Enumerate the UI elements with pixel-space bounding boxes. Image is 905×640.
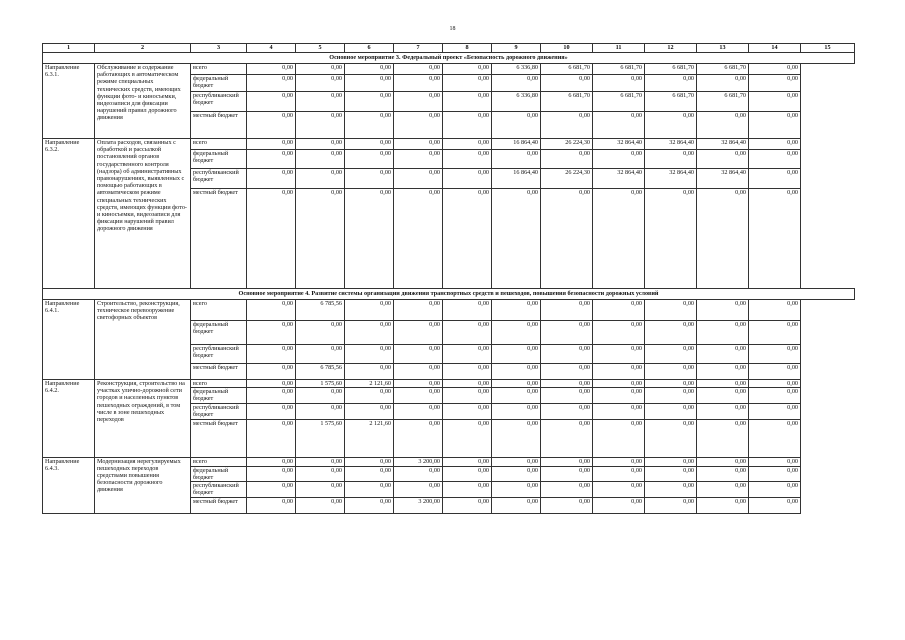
amount-cell: 0,00 [593,466,645,481]
amount-cell: 0,00 [492,364,541,380]
column-number: 6 [345,44,394,53]
amount-cell: 3 200,00 [394,498,443,514]
table-body [43,44,855,514]
amount-cell: 0,00 [345,345,394,364]
amount-cell: 0,00 [247,321,296,345]
amount-cell: 0,00 [443,419,492,457]
column-number: 12 [645,44,697,53]
amount-cell: 0,00 [541,112,593,139]
funding-source: федеральный бюджет [191,321,247,345]
amount-cell: 0,00 [247,64,296,75]
amount-cell: 0,00 [749,189,801,289]
amount-cell: 0,00 [492,388,541,403]
amount-cell: 0,00 [247,498,296,514]
direction-name: Модернизация нерегулируемых пешеходных переходов средствами повышения безопасности дорожного движения [95,457,191,513]
column-number: 13 [697,44,749,53]
amount-cell: 0,00 [697,300,749,321]
amount-cell: 0,00 [247,482,296,498]
amount-cell: 0,00 [645,321,697,345]
amount-cell: 0,00 [593,189,645,289]
amount-cell: 0,00 [394,189,443,289]
amount-cell: 0,00 [296,388,345,403]
amount-cell: 2 121,60 [345,380,394,388]
amount-cell: 0,00 [645,380,697,388]
amount-cell: 0,00 [645,388,697,403]
amount-cell: 6 785,56 [296,300,345,321]
amount-cell: 0,00 [443,388,492,403]
amount-cell: 0,00 [345,92,394,112]
amount-cell: 0,00 [749,380,801,388]
direction-name: Обслуживание и содержание работающих в автоматическом режиме специальных технических средств, имеющих функции фото- и киносъемки, видеозаписи для фиксации нарушений правил дорожного движения [95,64,191,139]
amount-cell: 0,00 [394,112,443,139]
amount-cell: 0,00 [394,139,443,150]
amount-cell: 16 864,40 [492,139,541,150]
amount-cell: 0,00 [749,75,801,92]
column-number-header [43,44,855,53]
amount-cell: 0,00 [593,403,645,419]
amount-cell: 0,00 [749,169,801,189]
amount-cell: 0,00 [296,457,345,466]
amount-cell: 0,00 [593,364,645,380]
amount-cell: 0,00 [749,150,801,169]
amount-cell: 0,00 [593,75,645,92]
amount-cell: 6 681,70 [541,92,593,112]
amount-cell: 0,00 [541,419,593,457]
amount-cell: 0,00 [541,388,593,403]
direction-name: Оплата расходов, связанных с обработкой и рассылкой постановлений органов государственного контроля (надзора) об административных правонарушениях, выявленных с помощью работающих в автоматическом режиме специальных технических средств, имеющих функции фото- и киносъемки, видеозаписи для фиксации нарушений правил дорожного движения [95,139,191,289]
amount-cell: 0,00 [247,169,296,189]
table-row [43,64,855,75]
amount-cell: 0,00 [296,466,345,481]
amount-cell: 0,00 [394,64,443,75]
amount-cell: 0,00 [697,345,749,364]
amount-cell: 0,00 [749,300,801,321]
amount-cell: 6 681,70 [645,64,697,75]
section-title: Основное мероприятие 3. Федеральный проект «Безопасность дорожного движения» [43,53,855,64]
amount-cell: 0,00 [593,482,645,498]
column-number: 11 [593,44,645,53]
amount-cell: 0,00 [541,380,593,388]
amount-cell: 32 864,40 [645,169,697,189]
table-row [43,457,855,466]
table-row [43,139,855,150]
amount-cell: 0,00 [645,75,697,92]
amount-cell: 0,00 [541,75,593,92]
amount-cell: 0,00 [541,321,593,345]
amount-cell: 0,00 [492,345,541,364]
amount-cell: 0,00 [247,388,296,403]
amount-cell: 32 864,40 [645,139,697,150]
amount-cell: 0,00 [247,75,296,92]
amount-cell: 0,00 [645,300,697,321]
amount-cell: 0,00 [645,189,697,289]
amount-cell: 0,00 [247,419,296,457]
amount-cell: 0,00 [697,321,749,345]
funding-source: местный бюджет [191,419,247,457]
amount-cell: 0,00 [645,498,697,514]
amount-cell: 0,00 [443,380,492,388]
amount-cell: 0,00 [296,345,345,364]
amount-cell: 0,00 [541,466,593,481]
amount-cell: 0,00 [443,466,492,481]
amount-cell: 0,00 [394,388,443,403]
amount-cell: 0,00 [345,388,394,403]
amount-cell: 0,00 [296,112,345,139]
amount-cell: 0,00 [749,466,801,481]
amount-cell: 0,00 [541,482,593,498]
direction-code: Направление 6.4.2. [43,380,95,458]
amount-cell: 0,00 [394,300,443,321]
amount-cell: 0,00 [345,139,394,150]
funding-source: республиканский бюджет [191,345,247,364]
amount-cell: 0,00 [394,345,443,364]
amount-cell: 0,00 [492,403,541,419]
funding-source: местный бюджет [191,498,247,514]
amount-cell: 0,00 [345,112,394,139]
amount-cell: 0,00 [296,189,345,289]
amount-cell: 0,00 [443,364,492,380]
funding-source: федеральный бюджет [191,388,247,403]
amount-cell: 6 336,80 [492,64,541,75]
amount-cell: 0,00 [645,345,697,364]
table-row [43,380,855,388]
amount-cell: 0,00 [247,139,296,150]
amount-cell: 0,00 [593,380,645,388]
funding-source: федеральный бюджет [191,75,247,92]
amount-cell: 0,00 [394,403,443,419]
amount-cell: 0,00 [541,457,593,466]
funding-source: республиканский бюджет [191,92,247,112]
amount-cell: 0,00 [345,169,394,189]
amount-cell: 0,00 [443,498,492,514]
amount-cell: 0,00 [443,112,492,139]
amount-cell: 0,00 [749,139,801,150]
amount-cell: 0,00 [345,321,394,345]
direction-code: Направление 6.4.1. [43,300,95,380]
amount-cell: 0,00 [443,75,492,92]
amount-cell: 6 681,70 [541,64,593,75]
amount-cell: 0,00 [749,321,801,345]
amount-cell: 0,00 [394,169,443,189]
amount-cell: 6 785,56 [296,364,345,380]
column-number: 14 [749,44,801,53]
amount-cell: 0,00 [697,466,749,481]
amount-cell: 32 864,40 [697,169,749,189]
amount-cell: 0,00 [593,345,645,364]
column-number: 8 [443,44,492,53]
amount-cell: 0,00 [247,345,296,364]
amount-cell: 0,00 [296,321,345,345]
amount-cell: 16 864,40 [492,169,541,189]
funding-source: местный бюджет [191,189,247,289]
column-number: 2 [95,44,191,53]
amount-cell: 0,00 [345,75,394,92]
amount-cell: 0,00 [394,92,443,112]
amount-cell: 0,00 [593,112,645,139]
amount-cell: 0,00 [443,403,492,419]
funding-source: федеральный бюджет [191,150,247,169]
amount-cell: 0,00 [345,189,394,289]
amount-cell: 0,00 [296,498,345,514]
amount-cell: 26 224,30 [541,139,593,150]
amount-cell: 1 575,60 [296,380,345,388]
amount-cell: 0,00 [443,482,492,498]
direction-name: Строительство, реконструкция, техническое перевооружение светофорных объектов [95,300,191,380]
amount-cell: 0,00 [645,466,697,481]
amount-cell: 0,00 [593,457,645,466]
amount-cell: 0,00 [697,457,749,466]
funding-source: местный бюджет [191,112,247,139]
amount-cell: 0,00 [296,482,345,498]
amount-cell: 0,00 [443,64,492,75]
amount-cell: 0,00 [645,364,697,380]
amount-cell: 0,00 [697,482,749,498]
amount-cell: 6 681,70 [593,92,645,112]
amount-cell: 32 864,40 [697,139,749,150]
amount-cell: 0,00 [345,482,394,498]
amount-cell: 0,00 [296,92,345,112]
funding-source: республиканский бюджет [191,403,247,419]
amount-cell: 0,00 [394,482,443,498]
amount-cell: 0,00 [394,75,443,92]
budget-table [42,43,855,514]
amount-cell: 0,00 [247,457,296,466]
amount-cell: 0,00 [645,112,697,139]
amount-cell: 0,00 [443,92,492,112]
amount-cell: 0,00 [443,169,492,189]
funding-source: республиканский бюджет [191,482,247,498]
amount-cell: 0,00 [296,403,345,419]
amount-cell: 0,00 [394,364,443,380]
amount-cell: 0,00 [697,364,749,380]
amount-cell: 0,00 [296,169,345,189]
amount-cell: 0,00 [247,92,296,112]
amount-cell: 0,00 [749,64,801,75]
funding-source: всего [191,64,247,75]
amount-cell: 0,00 [345,364,394,380]
amount-cell: 0,00 [247,150,296,169]
amount-cell: 0,00 [645,403,697,419]
amount-cell: 0,00 [247,466,296,481]
amount-cell: 0,00 [697,498,749,514]
column-number: 5 [296,44,345,53]
amount-cell: 0,00 [345,498,394,514]
amount-cell: 0,00 [492,457,541,466]
funding-source: федеральный бюджет [191,466,247,481]
amount-cell: 0,00 [394,466,443,481]
amount-cell: 0,00 [247,112,296,139]
amount-cell: 0,00 [541,498,593,514]
direction-code: Направление 6.3.1. [43,64,95,139]
amount-cell: 0,00 [345,457,394,466]
amount-cell: 0,00 [492,482,541,498]
amount-cell: 0,00 [492,189,541,289]
amount-cell: 6 336,80 [492,92,541,112]
column-number: 1 [43,44,95,53]
amount-cell: 0,00 [492,112,541,139]
amount-cell: 0,00 [645,419,697,457]
amount-cell: 0,00 [345,64,394,75]
amount-cell: 0,00 [394,321,443,345]
funding-source: местный бюджет [191,364,247,380]
funding-source: всего [191,300,247,321]
amount-cell: 0,00 [394,150,443,169]
amount-cell: 0,00 [645,482,697,498]
direction-code: Направление 6.4.3. [43,457,95,513]
amount-cell: 26 224,30 [541,169,593,189]
column-number: 15 [801,44,855,53]
amount-cell: 0,00 [247,403,296,419]
amount-cell: 0,00 [541,345,593,364]
amount-cell: 0,00 [443,345,492,364]
amount-cell: 0,00 [697,380,749,388]
column-number: 10 [541,44,593,53]
amount-cell: 0,00 [593,498,645,514]
amount-cell: 0,00 [345,466,394,481]
amount-cell: 0,00 [749,457,801,466]
page-number: 18 [449,26,456,32]
amount-cell: 6 681,70 [593,64,645,75]
amount-cell: 0,00 [541,300,593,321]
funding-source: всего [191,380,247,388]
amount-cell: 0,00 [749,419,801,457]
amount-cell: 0,00 [593,300,645,321]
amount-cell: 6 681,70 [697,92,749,112]
amount-cell: 0,00 [247,189,296,289]
amount-cell: 0,00 [492,380,541,388]
column-number: 4 [247,44,296,53]
amount-cell: 6 681,70 [697,64,749,75]
direction-name: Реконструкция, строительство на участках улично-дорожной сети городов и населенных пунктов пешеходных ограждений, в том числе в зоне пешеходных переходов [95,380,191,458]
amount-cell: 0,00 [749,482,801,498]
section-title-row [43,53,855,64]
section-title-row [43,289,855,300]
amount-cell: 0,00 [749,345,801,364]
amount-cell: 0,00 [443,139,492,150]
direction-code: Направление 6.3.2. [43,139,95,289]
amount-cell: 0,00 [593,321,645,345]
column-number: 7 [394,44,443,53]
amount-cell: 0,00 [394,380,443,388]
amount-cell: 0,00 [492,466,541,481]
amount-cell: 0,00 [541,189,593,289]
amount-cell: 0,00 [296,139,345,150]
amount-cell: 0,00 [749,498,801,514]
section-title: Основное мероприятие 4. Развитие системы организации движения транспортных средств и пешеходов, повышения безопасности дорожных условий [43,289,855,300]
amount-cell: 0,00 [593,419,645,457]
amount-cell: 0,00 [345,300,394,321]
amount-cell: 0,00 [645,457,697,466]
amount-cell: 32 864,40 [593,139,645,150]
amount-cell: 0,00 [749,388,801,403]
table-row [43,300,855,321]
amount-cell: 0,00 [492,150,541,169]
amount-cell: 0,00 [247,300,296,321]
amount-cell: 0,00 [749,364,801,380]
amount-cell: 0,00 [247,380,296,388]
amount-cell: 0,00 [443,300,492,321]
amount-cell: 0,00 [749,92,801,112]
amount-cell: 0,00 [645,150,697,169]
amount-cell: 0,00 [593,388,645,403]
amount-cell: 0,00 [697,388,749,403]
funding-source: республиканский бюджет [191,169,247,189]
amount-cell: 0,00 [593,150,645,169]
amount-cell: 0,00 [492,498,541,514]
funding-source: всего [191,139,247,150]
amount-cell: 0,00 [345,150,394,169]
amount-cell: 0,00 [541,364,593,380]
amount-cell: 3 200,00 [394,457,443,466]
amount-cell: 0,00 [697,75,749,92]
amount-cell: 0,00 [697,150,749,169]
amount-cell: 0,00 [492,321,541,345]
amount-cell: 0,00 [443,189,492,289]
funding-source: всего [191,457,247,466]
amount-cell: 0,00 [697,419,749,457]
amount-cell: 0,00 [296,150,345,169]
amount-cell: 0,00 [749,112,801,139]
amount-cell: 1 575,60 [296,419,345,457]
column-number: 9 [492,44,541,53]
amount-cell: 0,00 [697,112,749,139]
amount-cell: 0,00 [541,403,593,419]
amount-cell: 0,00 [492,419,541,457]
amount-cell: 0,00 [443,321,492,345]
amount-cell: 0,00 [345,403,394,419]
column-number: 3 [191,44,247,53]
amount-cell: 0,00 [492,75,541,92]
amount-cell: 0,00 [443,457,492,466]
amount-cell: 0,00 [247,364,296,380]
amount-cell: 0,00 [749,403,801,419]
amount-cell: 6 681,70 [645,92,697,112]
amount-cell: 0,00 [697,403,749,419]
amount-cell: 32 864,40 [593,169,645,189]
amount-cell: 0,00 [492,300,541,321]
amount-cell: 0,00 [394,419,443,457]
amount-cell: 0,00 [697,189,749,289]
amount-cell: 0,00 [296,64,345,75]
amount-cell: 2 121,60 [345,419,394,457]
amount-cell: 0,00 [443,150,492,169]
amount-cell: 0,00 [296,75,345,92]
amount-cell: 0,00 [541,150,593,169]
